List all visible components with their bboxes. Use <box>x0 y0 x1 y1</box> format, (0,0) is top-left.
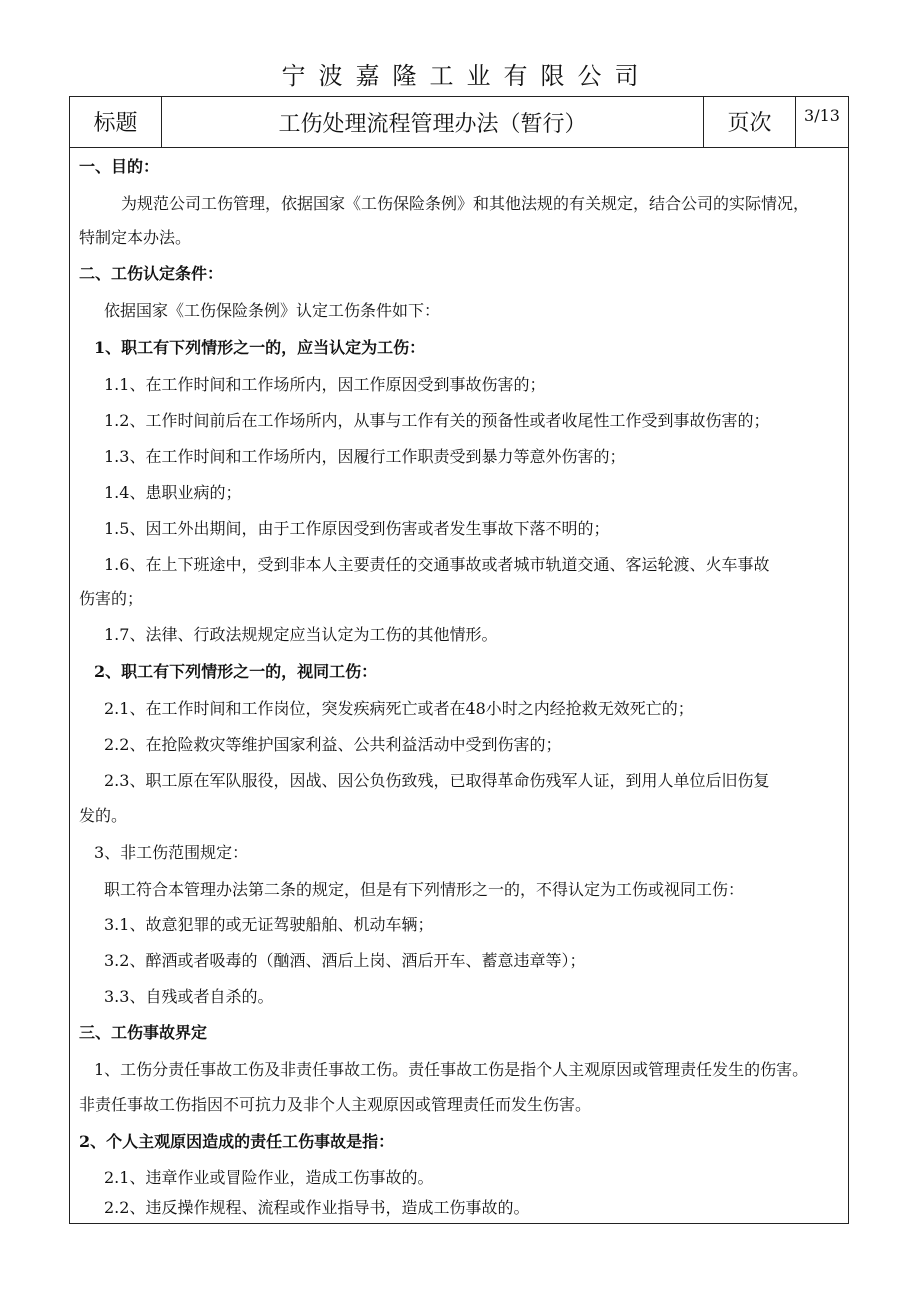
list-item: 2.2、违反操作规程、流程或作业指导书，造成工伤事故的。 <box>104 1198 530 1217</box>
label-page-cell <box>704 97 796 147</box>
document-form <box>69 96 849 1224</box>
list-item: 2.1、违章作业或冒险作业，造成工伤事故的。 <box>104 1168 434 1187</box>
header-row <box>70 97 848 148</box>
doc-title-cell <box>162 97 704 147</box>
list-item-continued: 伤害的； <box>79 589 144 608</box>
list-item: 1.4、患职业病的； <box>104 483 242 502</box>
list-item: 1.2、工作时间前后在工作场所内，从事与工作有关的预备性或者收尾性工作受到事故伤害的； <box>104 411 770 430</box>
list-item: 3.3、自残或者自杀的。 <box>104 987 274 1006</box>
list-item-continued: 发的。 <box>79 806 128 825</box>
list-item: 1.3、在工作时间和工作场所内，因履行工作职责受到暴力等意外伤害的； <box>104 447 626 466</box>
list-item: 1.1、在工作时间和工作场所内，因工作原因受到事故伤害的； <box>104 375 546 394</box>
section-heading: 二、工伤认定条件： <box>79 264 224 283</box>
label-page: 页次 <box>727 111 772 136</box>
subsection-heading: 3、非工伤范围规定： <box>94 843 249 862</box>
list-item: 1.5、因工外出期间，由于工作原因受到伤害或者发生事故下落不明的； <box>104 519 610 538</box>
subsection-heading: 2、职工有下列情形之一的，视同工伤： <box>94 662 378 681</box>
list-item: 3.1、故意犯罪的或无证驾驶船舶、机动车辆； <box>104 915 434 934</box>
paragraph-line: 职工符合本管理办法第二条的规定，但是有下列情形之一的，不得认定为工伤或视同工伤： <box>104 880 745 899</box>
label-title: 标题 <box>93 111 138 136</box>
list-item: 2.1、在工作时间和工作岗位，突发疾病死亡或者在48小时之内经抢救无效死亡的； <box>104 699 694 718</box>
list-item: 1.6、在上下班途中，受到非本人主要责任的交通事故或者城市轨道交通、客运轮渡、火车事故 <box>104 555 770 574</box>
company-name: 宁波嘉隆工业有限公司 <box>281 62 652 90</box>
section-heading: 一、目的： <box>79 157 160 176</box>
paragraph-line: 特制定本办法。 <box>79 228 192 247</box>
list-item: 2.2、在抢险救灾等维护国家利益、公共利益活动中受到伤害的； <box>104 735 562 754</box>
paragraph-line: 依据国家《工伤保险条例》认定工伤条件如下： <box>104 301 441 320</box>
doc-title: 工伤处理流程管理办法（暂行） <box>278 112 587 137</box>
section-heading: 三、工伤事故界定 <box>79 1023 208 1042</box>
page-number-cell <box>796 97 848 147</box>
list-item: 2.3、职工原在军队服役，因战、因公负伤致残，已取得革命伤残军人证，到用人单位后旧伤复 <box>104 771 770 790</box>
page-number: 3/13 <box>804 106 840 125</box>
subsection-heading: 2、个人主观原因造成的责任工伤事故是指： <box>79 1132 395 1151</box>
paragraph-line: 1、工伤分责任事故工伤及非责任事故工伤。责任事故工伤是指个人主观原因或管理责任发生的伤害。 <box>94 1060 809 1079</box>
subsection-heading: 1、职工有下列情形之一的，应当认定为工伤： <box>94 338 426 357</box>
list-item: 1.7、法律、行政法规规定应当认定为工伤的其他情形。 <box>104 625 498 644</box>
paragraph-line: 非责任事故工伤指因不可抗力及非个人主观原因或管理责任而发生伤害。 <box>79 1095 592 1114</box>
label-title-cell <box>70 97 162 147</box>
list-item: 3.2、醉酒或者吸毒的（酗酒、酒后上岗、酒后开车、蓄意违章等）； <box>104 951 586 970</box>
paragraph-line: 为规范公司工伤管理，依据国家《工伤保险条例》和其他法规的有关规定，结合公司的实际情况， <box>121 194 810 213</box>
